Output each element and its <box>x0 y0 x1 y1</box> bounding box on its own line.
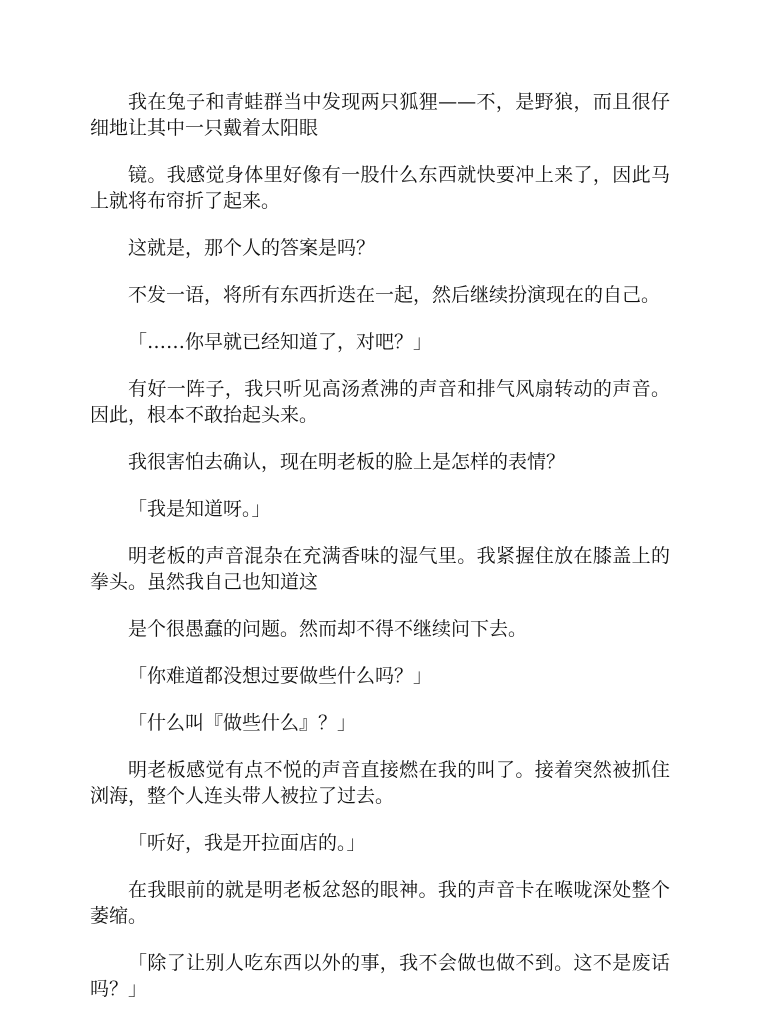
paragraph: 不发一语，将所有东西折迭在一起，然后继续扮演现在的自己。 <box>128 284 661 306</box>
paragraph: 镜。我感觉身体里好像有一股什么东西就快要冲上来了，因此马上就将布帘折了起来。 <box>90 164 670 212</box>
paragraph: 明老板的声音混杂在充满香味的湿气里。我紧握住放在膝盖上的拳头。虽然我自己也知道这 <box>90 545 670 593</box>
paragraph: 「什么叫『做些什么』？」 <box>128 712 357 734</box>
paragraph: 「……你早就已经知道了，对吧？」 <box>128 331 433 353</box>
paragraph: 「听好，我是开拉面店的。」 <box>128 832 366 854</box>
paragraph: 是个很愚蠢的问题。然而却不得不继续问下去。 <box>128 618 528 640</box>
paragraph: 「你难道都没想过要做些什么吗？」 <box>128 665 433 687</box>
paragraph: 这就是，那个人的答案是吗？ <box>128 237 376 259</box>
paragraph: 明老板感觉有点不悦的声音直接燃在我的叫了。接着突然被抓住浏海，整个人连头带人被拉了过去。 <box>90 759 670 807</box>
paragraph: 我在兔子和青蛙群当中发现两只狐狸——不，是野狼，而且很仔细地让其中一只戴着太阳眼 <box>90 91 670 139</box>
paragraph: 「除了让别人吃东西以外的事，我不会做也做不到。这不是废话吗？」 <box>90 952 670 1000</box>
paragraph: 我很害怕去确认，现在明老板的脸上是怎样的表情？ <box>128 451 566 473</box>
paragraph: 「我是知道呀。」 <box>128 498 271 520</box>
paragraph: 有好一阵子，我只听见高汤煮沸的声音和排气风扇转动的声音。因此，根本不敢抬起头来。 <box>90 378 670 426</box>
body-text <box>90 89 670 1023</box>
paragraph: 在我眼前的就是明老板忿怒的眼神。我的声音卡在喉咙深处整个萎缩。 <box>90 879 670 927</box>
